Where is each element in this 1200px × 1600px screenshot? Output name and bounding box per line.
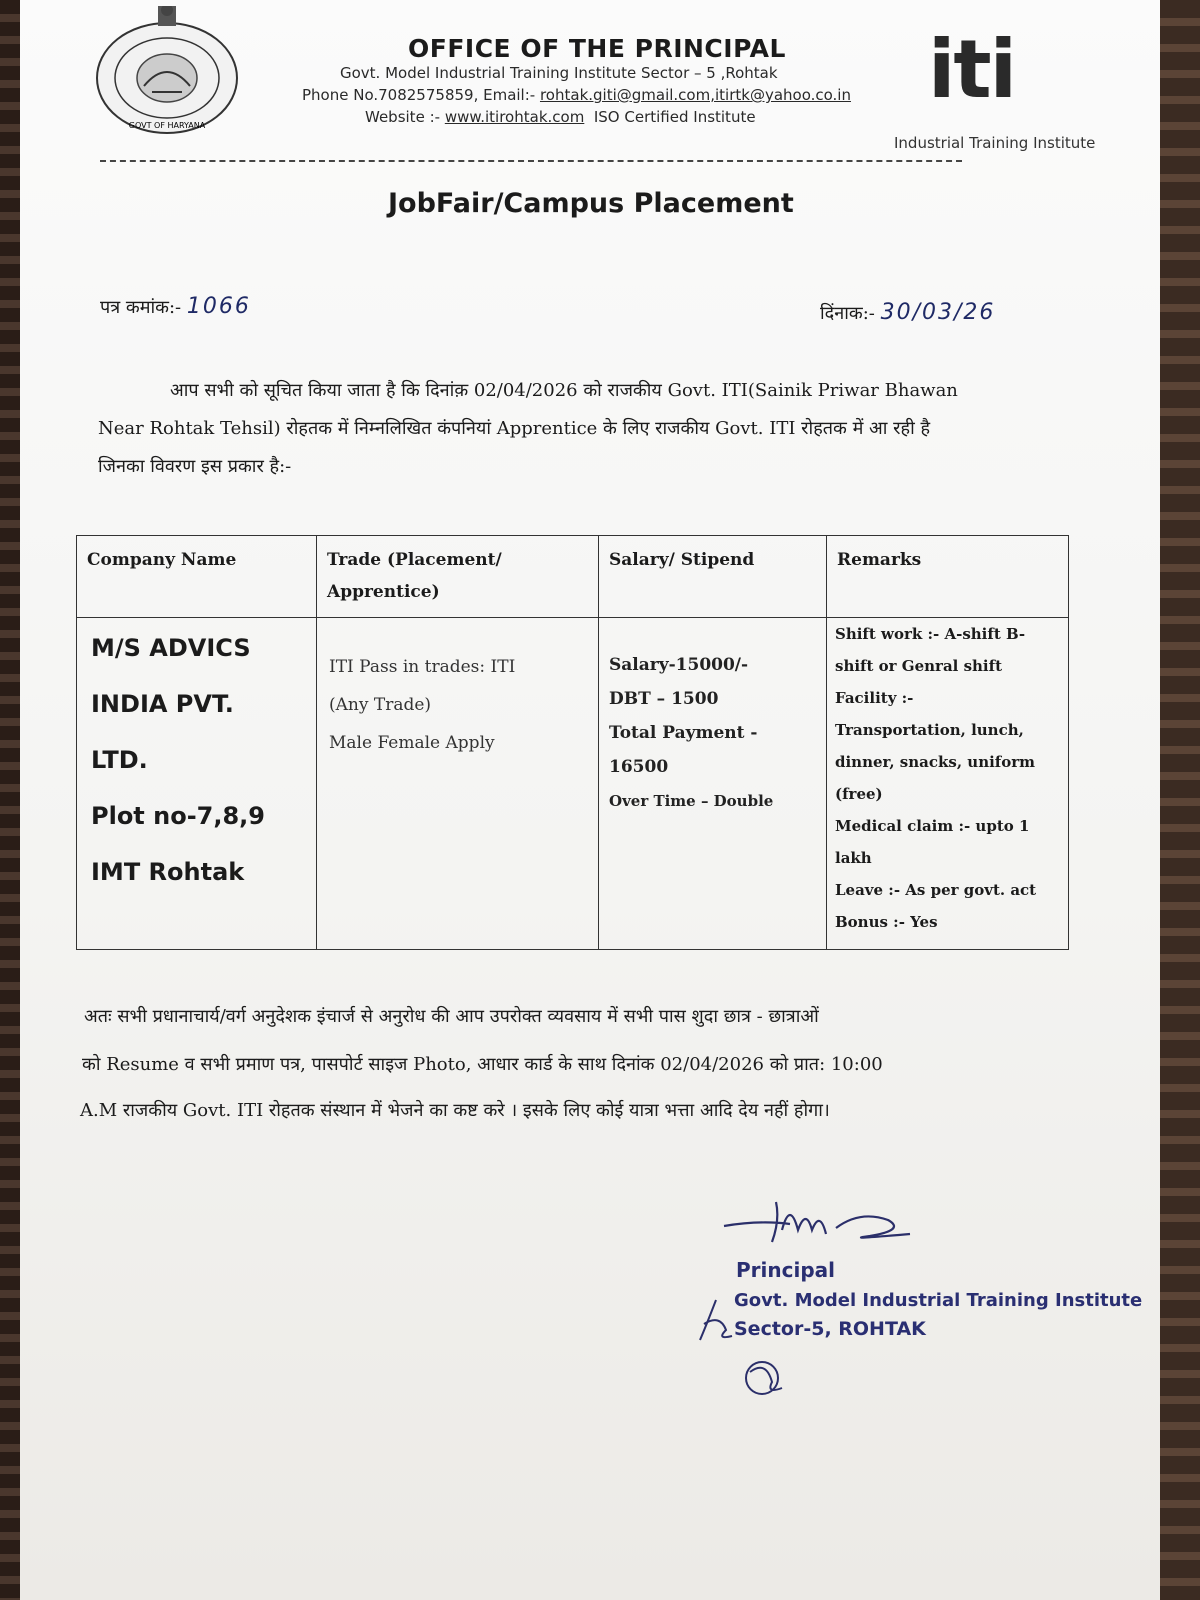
trade-line: (Any Trade): [329, 694, 432, 715]
remark-line: Leave :- As per govt. act: [835, 880, 1037, 899]
signatory-place: Sector-5, ROHTAK: [734, 1318, 926, 1340]
table-header-row: [77, 536, 1069, 618]
contact-line: [302, 86, 851, 104]
closing-line-2: को Resume व सभी प्रमाण पत्र, पासपोर्ट साइज Photo, आधार कार्ड के साथ दिनांक 02/04/2026 को प्रात: 10:00: [82, 1054, 883, 1075]
table-row: [77, 617, 1069, 949]
principal-signature-icon: [720, 1190, 950, 1260]
initial-mark-icon: [696, 1296, 736, 1346]
salary-cell: [599, 617, 827, 949]
trade-line: ITI Pass in trades: ITI: [329, 656, 516, 677]
intro-line-2: Near Rohtak Tehsil) रोहतक में निम्नलिखित कंपनियां Apprentice के लिए राजकीय Govt. ITI रोहतक में आ रही है: [98, 418, 931, 439]
reference-value: 1066: [186, 294, 251, 319]
iti-logo: iti: [928, 23, 1016, 116]
iso-label: ISO Certified Institute: [593, 108, 756, 126]
office-title: OFFICE OF THE PRINCIPAL: [408, 34, 786, 63]
trade-line: Male Female Apply: [329, 732, 495, 753]
trade-cell: [317, 617, 599, 949]
placement-table: [76, 535, 1069, 950]
salary-line: Over Time – Double: [609, 791, 774, 810]
remarks-cell: [827, 617, 1069, 949]
signatory-institute: Govt. Model Industrial Training Institute: [734, 1290, 1143, 1311]
document-page: [20, 0, 1160, 1600]
remark-line: dinner, snacks, uniform: [835, 752, 1036, 771]
closing-line-1: अतः सभी प्रधानाचार्य/वर्ग अनुदेशक इंचार्ज से अनुरोध की आप उपरोक्त व्यवसाय में सभी पास शुदा छात्र - छात्राओं: [84, 1006, 819, 1027]
initial-mark-icon: [736, 1354, 796, 1404]
company-line: IMT Rohtak: [91, 857, 245, 886]
date-label: दिंनाक:-: [820, 303, 875, 324]
email-link[interactable]: rohtak.giti@gmail.com,itirtk@yahoo.co.in: [539, 86, 851, 104]
phone-label: Phone No.7082575859, Email:-: [302, 86, 540, 104]
website-line: [365, 108, 756, 126]
reference-label: पत्र कमांक:-: [100, 297, 182, 318]
header-divider: [100, 160, 962, 162]
remark-line: Bonus :- Yes: [835, 912, 938, 931]
intro-line-3: जिनका विवरण इस प्रकार है:-: [98, 456, 292, 477]
salary-line: Salary-15000/-: [609, 654, 749, 675]
remark-line: Shift work :- A-shift B-: [835, 624, 1026, 643]
remark-line: shift or Genral shift: [835, 656, 1003, 675]
company-line: Plot no-7,8,9: [91, 801, 265, 830]
remark-line: Facility :-: [835, 688, 914, 707]
header-salary: Salary/ Stipend: [599, 536, 827, 618]
remark-line: Transportation, lunch,: [835, 720, 1024, 739]
header-trade: Trade (Placement/ Apprentice): [317, 536, 599, 618]
company-cell: [77, 617, 317, 949]
company-line: INDIA PVT.: [91, 689, 234, 718]
remark-line: Medical claim :- upto 1: [835, 816, 1030, 835]
institute-address: Govt. Model Industrial Training Institute Sector – 5 ,Rohtak: [340, 64, 778, 82]
background-right-edge: [1156, 0, 1200, 1600]
iti-logo-caption: Industrial Training Institute: [894, 134, 1096, 152]
header-company: Company Name: [77, 536, 317, 618]
background-left-edge: [0, 0, 22, 1600]
remark-line: (free): [835, 784, 883, 803]
salary-line: DBT – 1500: [609, 688, 719, 709]
section-title: JobFair/Campus Placement: [388, 188, 794, 219]
seal-text: GOVT OF HARYANA: [128, 121, 206, 130]
website-link[interactable]: www.itirohtak.com: [444, 108, 585, 126]
company-line: M/S ADVICS: [91, 633, 251, 662]
website-label: Website :-: [365, 108, 445, 126]
intro-line-1: आप सभी को सूचित किया जाता है कि दिनांक़ 02/04/2026 को राजकीय Govt. ITI(Sainik Priwar Bhawan: [170, 380, 958, 401]
closing-line-3: A.M राजकीय Govt. ITI रोहतक संस्थान में भेजने का कष्ट करे । इसके लिए कोई यात्रा भत्ता आदि देय नहीं होगा।: [80, 1100, 830, 1121]
haryana-seal-icon: [92, 6, 242, 136]
signatory-designation: Principal: [736, 1258, 835, 1282]
date-value: 30/03/26: [880, 300, 996, 325]
letter-date: [820, 300, 995, 326]
remark-line: lakh: [835, 848, 872, 867]
company-line: LTD.: [91, 745, 148, 774]
reference-number: [100, 294, 251, 320]
header-remarks: Remarks: [827, 536, 1069, 618]
salary-line: Total Payment - 16500: [609, 722, 758, 777]
